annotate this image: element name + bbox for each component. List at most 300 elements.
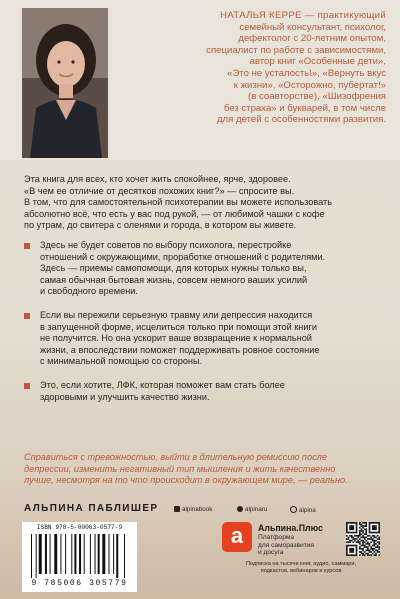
qr-module (349, 522, 351, 524)
barcode-bar (116, 534, 118, 578)
qr-module (364, 538, 366, 540)
qr-module (357, 535, 359, 537)
qr-module (370, 537, 372, 539)
qr-module (356, 525, 358, 527)
qr-module (352, 554, 354, 556)
barcode-bar (45, 534, 47, 574)
footer-line: подкастов, вебинаров и курсов (260, 568, 342, 574)
point-line: Здесь не будет советов по выбору психолога, перестройке (40, 240, 292, 250)
qr-module (365, 543, 367, 545)
qr-module (372, 532, 374, 534)
vk-icon (174, 506, 180, 512)
alpina-plus-logo-letter: a (230, 523, 244, 548)
qr-module (375, 540, 377, 542)
footer-line: Подписка на тысячи книг, аудио, саммари, (245, 561, 357, 567)
qr-module (349, 554, 351, 556)
qr-module (346, 528, 348, 530)
qr-module (375, 527, 377, 529)
qr-module (346, 541, 348, 543)
barcode-bar (95, 534, 96, 574)
bio-line: к жизни», «Осторожно, пубертат!» (233, 79, 386, 91)
qr-module (361, 537, 363, 539)
barcode-bar (124, 534, 125, 578)
qr-module (369, 538, 371, 540)
qr-module (357, 537, 359, 539)
qr-module (362, 540, 364, 542)
qr-module (364, 551, 366, 553)
qr-module (374, 541, 376, 543)
bio-line: автор книг «Особенные дети», (249, 56, 386, 68)
qr-module (362, 550, 364, 552)
qr-module (369, 525, 371, 527)
intro-line: абсолютно всё, что есть у вас под рукой, — от любимой чашки с кофе (24, 208, 325, 219)
subtitle-line: и досуга (258, 549, 284, 557)
qr-module (361, 528, 363, 530)
qr-module (364, 545, 366, 547)
qr-module (374, 528, 376, 530)
barcode-bar (60, 534, 61, 574)
qr-module (359, 535, 361, 537)
bio-line: (в соавторстве), «Шизофрения (248, 91, 386, 103)
qr-module (367, 535, 369, 537)
qr-module (351, 551, 353, 553)
qr-module (362, 525, 364, 527)
qr-module (359, 541, 361, 543)
qr-module (346, 535, 348, 537)
qr-module (359, 527, 361, 529)
qr-module (346, 532, 348, 534)
qr-module (356, 551, 358, 553)
qr-module (367, 554, 369, 556)
qr-module (352, 548, 354, 550)
qr-module (354, 545, 356, 547)
qr-module (348, 554, 350, 556)
qr-module (367, 541, 369, 543)
qr-module (374, 543, 376, 545)
qr-module (378, 554, 380, 556)
qr-module (357, 540, 359, 542)
qr-module (352, 528, 354, 530)
qr-module (365, 540, 367, 542)
qr-module (357, 541, 359, 543)
qr-module (369, 550, 371, 552)
qr-module (374, 545, 376, 547)
social-vk-label: alpinabook (182, 506, 213, 513)
qr-module (364, 546, 366, 548)
qr-code[interactable] (346, 522, 380, 556)
qr-module (352, 525, 354, 527)
barcode-bar (113, 534, 114, 574)
qr-module (346, 546, 348, 548)
qr-module (352, 541, 354, 543)
qr-module (370, 522, 372, 524)
qr-module (378, 538, 380, 540)
qr-module (364, 528, 366, 530)
barcode-bar (31, 534, 32, 578)
qr-module (348, 545, 350, 547)
qr-module (361, 530, 363, 532)
qr-module (351, 528, 353, 530)
social-instagram[interactable] (290, 506, 316, 514)
bio-line: для детей с особенностями развития. (216, 114, 386, 126)
barcode-bar (84, 534, 85, 574)
qr-module (362, 522, 364, 524)
qr-module (348, 541, 350, 543)
qr-module (351, 554, 353, 556)
qr-module (375, 537, 377, 539)
social-vk[interactable] (174, 506, 212, 513)
bio-line: НАТАЛЬЯ КЕРРЕ — практикующий (220, 10, 386, 21)
barcode-bar (54, 534, 57, 574)
qr-module (349, 532, 351, 534)
barcode-bar (102, 534, 105, 574)
qr-module (362, 545, 364, 547)
qr-module (372, 540, 374, 542)
qr-module (375, 522, 377, 524)
barcode-bar (74, 534, 76, 574)
qr-module (377, 551, 379, 553)
barcode-bar (65, 534, 66, 574)
qr-module (374, 522, 376, 524)
qr-module (351, 540, 353, 542)
qr-module (354, 538, 356, 540)
qr-module (349, 548, 351, 550)
qr-module (362, 553, 364, 555)
qr-module (364, 537, 366, 539)
subtitle-line: Платформа (258, 534, 295, 541)
instagram-icon (290, 506, 297, 513)
qr-module (377, 546, 379, 548)
bullet-point (24, 380, 380, 403)
point-line: жизни, а впоследствии поможет поддерживать ровное состояние (40, 344, 320, 355)
qr-module (361, 525, 363, 527)
qr-module (375, 550, 377, 552)
qr-module (352, 538, 354, 540)
qr-module (356, 538, 358, 540)
qr-module (351, 545, 353, 547)
alpina-plus-title: Альпина.Плюс (258, 523, 323, 533)
qr-module (356, 528, 358, 530)
qr-module (375, 528, 377, 530)
qr-module (354, 532, 356, 534)
qr-module (359, 543, 361, 545)
qr-module (346, 527, 348, 529)
qr-module (365, 522, 367, 524)
qr-module (362, 532, 364, 534)
author-photo (22, 8, 108, 158)
qr-module (354, 540, 356, 542)
qr-module (351, 522, 353, 524)
alpina-plus-subtitle (258, 534, 338, 557)
qr-module (349, 535, 351, 537)
qr-module (356, 532, 358, 534)
qr-module (377, 541, 379, 543)
qr-module (361, 551, 363, 553)
qr-module (372, 527, 374, 529)
qr-module (349, 525, 351, 527)
qr-module (359, 546, 361, 548)
qr-module (375, 525, 377, 527)
qr-module (359, 538, 361, 540)
qr-module (352, 551, 354, 553)
qr-module (364, 541, 366, 543)
point-line: в запущенной форме, исцелиться только при помощи этой книги (40, 321, 318, 332)
qr-module (372, 545, 374, 547)
qr-module (378, 524, 380, 526)
qr-module (375, 543, 377, 545)
qr-module (361, 533, 363, 535)
qr-module (359, 554, 361, 556)
qr-module (369, 527, 371, 529)
barcode-bar (39, 534, 42, 574)
barcode-bar (36, 534, 37, 578)
qr-module (349, 551, 351, 553)
qr-module (372, 535, 374, 537)
qr-module (370, 538, 372, 540)
qr-module (346, 530, 348, 532)
qr-module (356, 541, 358, 543)
qr-module (359, 533, 361, 535)
qr-module (356, 522, 358, 524)
qr-module (359, 524, 361, 526)
qr-module (369, 551, 371, 553)
qr-module (370, 548, 372, 550)
point-line: с минимальной помощью со стороны. (40, 356, 203, 367)
qr-module (356, 545, 358, 547)
qr-module (352, 527, 354, 529)
qr-module (365, 546, 367, 548)
qr-module (362, 527, 364, 529)
qr-module (364, 554, 366, 556)
qr-module (365, 528, 367, 530)
qr-module (377, 538, 379, 540)
qr-module (356, 546, 358, 548)
qr-module (370, 554, 372, 556)
qr-module (378, 525, 380, 527)
qr-module (351, 550, 353, 552)
qr-module (377, 535, 379, 537)
qr-module (372, 553, 374, 555)
qr-module (378, 522, 380, 524)
qr-module (351, 525, 353, 527)
qr-module (365, 525, 367, 527)
qr-module (362, 554, 364, 556)
qr-module (372, 525, 374, 527)
qr-module (374, 525, 376, 527)
point-line: не получится. Но она ускорит ваше возвращение к нормальной (40, 333, 312, 344)
qr-module (378, 527, 380, 529)
qr-module (351, 527, 353, 529)
qr-module (346, 525, 348, 527)
barcode-bar (109, 534, 110, 574)
qr-module (361, 545, 363, 547)
qr-module (375, 554, 377, 556)
qr-module (359, 548, 361, 550)
qr-module (349, 550, 351, 552)
barcode-bar (50, 534, 51, 574)
quote-line: Справиться с тревожностью, выйти в длительную ремиссию после (24, 452, 327, 462)
qr-module (362, 537, 364, 539)
point-line: самая обычная бытовая жизнь, совсем немного ваших усилий (40, 274, 308, 285)
qr-module (369, 535, 371, 537)
qr-module (361, 553, 363, 555)
qr-module (356, 524, 358, 526)
qr-module (349, 540, 351, 542)
qr-module (359, 532, 361, 534)
author-bio (116, 10, 386, 126)
bio-line: «Это не усталость!», «Вернуть вкус (227, 67, 386, 79)
intro-line: В том, что для самостоятельной психотерапии вы можете использовать (24, 197, 333, 208)
qr-module (369, 554, 371, 556)
qr-module (378, 530, 380, 532)
qr-module (367, 553, 369, 555)
qr-module (374, 532, 376, 534)
qr-module (377, 545, 379, 547)
qr-module (364, 533, 366, 535)
alpina-plus-logo (222, 522, 252, 552)
alpina-plus-block (222, 522, 380, 592)
quote-line: лучше, несмотря на то что происходит в окружающем мире, — реально. (24, 475, 348, 486)
qr-module (362, 543, 364, 545)
square-bullet-icon (24, 313, 30, 319)
qr-module (356, 553, 358, 555)
qr-module (356, 527, 358, 529)
qr-module (362, 535, 364, 537)
qr-module (352, 522, 354, 524)
qr-module (351, 535, 353, 537)
barcode-bar (79, 534, 81, 574)
qr-module (374, 554, 376, 556)
qr-module (365, 530, 367, 532)
qr-module (346, 545, 348, 547)
qr-module (346, 524, 348, 526)
qr-module (365, 537, 367, 539)
qr-module (369, 528, 371, 530)
qr-module (354, 535, 356, 537)
qr-module (367, 538, 369, 540)
qr-module (375, 532, 377, 534)
qr-module (374, 535, 376, 537)
qr-module (369, 530, 371, 532)
qr-module (348, 537, 350, 539)
barcode-bar (98, 534, 100, 574)
qr-module (346, 553, 348, 555)
qr-module (372, 538, 374, 540)
square-bullet-icon (24, 243, 30, 249)
point-line: и свободного времени. (40, 286, 138, 297)
qr-module (378, 532, 380, 534)
subtitle-line: для саморазвития (258, 541, 315, 549)
qr-module (369, 543, 371, 545)
qr-module (346, 554, 348, 556)
qr-module (365, 553, 367, 555)
intro-paragraph (24, 174, 380, 232)
social-telegram-label: alpinaru (245, 506, 268, 513)
qr-module (364, 522, 366, 524)
qr-module (361, 548, 363, 550)
qr-module (346, 522, 348, 524)
qr-module (369, 522, 371, 524)
qr-module (378, 537, 380, 539)
qr-module (378, 551, 380, 553)
qr-module (369, 545, 371, 547)
qr-module (374, 527, 376, 529)
qr-module (361, 540, 363, 542)
bio-line: специалист по работе с зависимостями, (206, 44, 386, 56)
qr-module (369, 532, 371, 534)
qr-module (352, 532, 354, 534)
qr-module (377, 550, 379, 552)
qr-module (356, 550, 358, 552)
qr-module (372, 548, 374, 550)
qr-module (367, 546, 369, 548)
qr-module (348, 532, 350, 534)
qr-module (351, 532, 353, 534)
qr-module (349, 545, 351, 547)
alpina-plus-footer (222, 561, 380, 575)
qr-module (374, 540, 376, 542)
point-line: Это, если хотите, ЛФК, которая поможет вам стать более (40, 379, 285, 390)
social-telegram[interactable] (237, 506, 267, 513)
bullet-point (24, 310, 380, 368)
qr-module (351, 537, 353, 539)
qr-module (346, 551, 348, 553)
qr-module (348, 538, 350, 540)
barcode-block (22, 522, 137, 592)
bullet-point (24, 240, 380, 298)
quote-line: депрессии, изменить негативный тип мышления и жить качественно (24, 463, 336, 474)
qr-module (367, 550, 369, 552)
qr-module (378, 546, 380, 548)
qr-module (356, 554, 358, 556)
point-line: Если вы пережили серьезную травму или депрессия находится (40, 309, 313, 320)
qr-module (367, 548, 369, 550)
barcode-bars (31, 534, 131, 578)
qr-module (348, 522, 350, 524)
bio-line: без страха» и букварей, в том числе (223, 102, 386, 114)
qr-module (377, 522, 379, 524)
bio-line: семейный консультант, психолог, (239, 21, 386, 33)
intro-line: «В чем ее отличие от десятков похожих книг?» — спросите вы. (24, 185, 295, 196)
square-bullet-icon (24, 383, 30, 389)
qr-module (375, 553, 377, 555)
qr-module (374, 548, 376, 550)
qr-module (349, 541, 351, 543)
point-line: здоровыми и улучшить качество жизни. (40, 391, 210, 402)
qr-module (378, 548, 380, 550)
qr-module (370, 551, 372, 553)
qr-module (365, 550, 367, 552)
bullet-points (24, 240, 380, 403)
intro-line: по утрам, до свитера с оленями и города, в котором вы живете. (24, 220, 297, 231)
qr-module (359, 522, 361, 524)
qr-module (354, 522, 356, 524)
qr-module (349, 528, 351, 530)
qr-module (352, 545, 354, 547)
qr-module (361, 524, 363, 526)
qr-module (378, 528, 380, 530)
point-line: отношений с окружающими, проработке отношений с родителями. (40, 251, 326, 262)
qr-module (369, 524, 371, 526)
qr-module (352, 537, 354, 539)
qr-module (352, 550, 354, 552)
qr-module (365, 533, 367, 535)
isbn-label: ISBN 978-5-00063-0577-9 (36, 524, 123, 531)
qr-module (351, 548, 353, 550)
qr-module (346, 550, 348, 552)
qr-module (365, 524, 367, 526)
qr-module (346, 548, 348, 550)
